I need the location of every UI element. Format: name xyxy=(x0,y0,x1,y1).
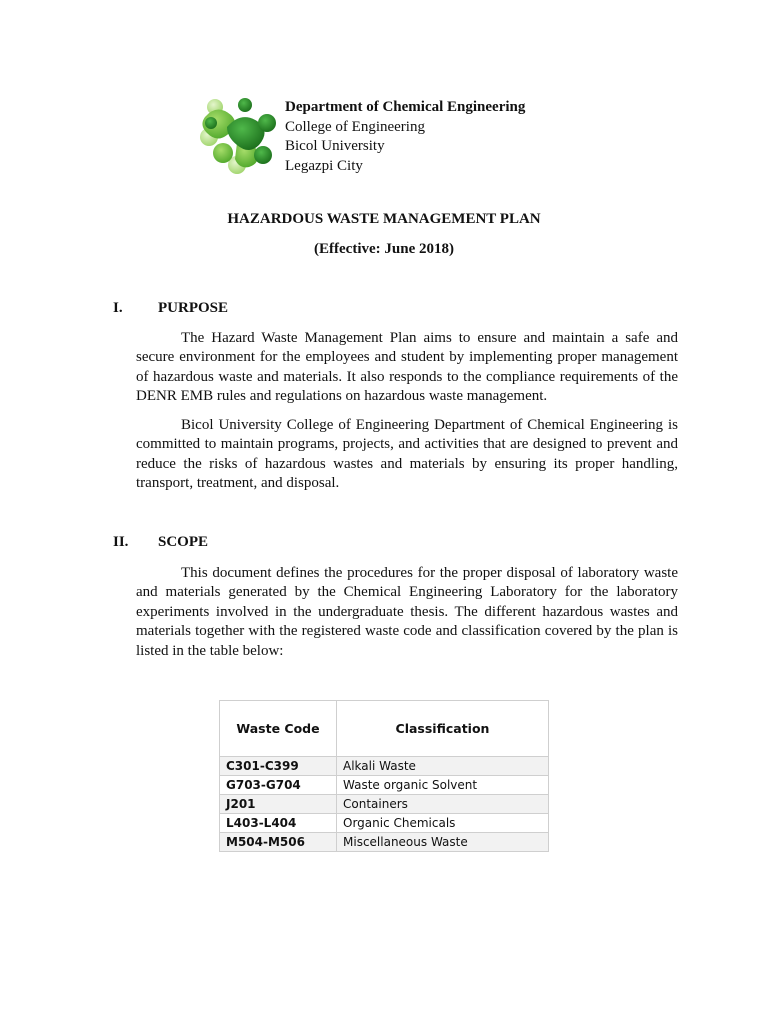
college-name: College of Engineering xyxy=(285,118,425,135)
scope-paragraph: This document defines the procedures for the proper disposal of laboratory waste and materials generated by the Chemical Engineering Laboratory for the laboratory experiments involved in the undergraduate thesis. The different hazardous wastes and materials together with the registered waste code and classification covered by the plan is listed in the table below: xyxy=(136,565,678,659)
classification-cell: Waste organic Solvent xyxy=(337,776,549,795)
table-row xyxy=(220,833,549,852)
table-row xyxy=(220,814,549,833)
city-name: Legazpi City xyxy=(285,157,363,174)
classification-cell: Organic Chemicals xyxy=(337,814,549,833)
classification-cell: Alkali Waste xyxy=(337,757,549,776)
section-title: SCOPE xyxy=(158,534,209,550)
molecule-logo-icon xyxy=(197,97,279,177)
purpose-paragraph: The Hazard Waste Management Plan aims to ensure and maintain a safe and secure environment for the employees and student by implementing proper management of hazardous waste and materials. It also responds to the compliance requirements of the DENR EMB rules and regulations on hazardous waste management. xyxy=(136,330,678,405)
department-name: Department of Chemical Engineering xyxy=(285,99,526,115)
purpose-paragraph: Bicol University College of Engineering Department of Chemical Engineering is committed to maintain programs, projects, and activities that are designed to prevent and reduce the risks of hazardous wastes and materials by ensuring its proper handling, transport, treatment, and disposal. xyxy=(136,417,678,492)
waste-code-cell: C301-C399 xyxy=(220,757,337,776)
classification-cell: Containers xyxy=(337,795,549,814)
section-title: PURPOSE xyxy=(158,300,229,316)
effective-date: (Effective: June 2018) xyxy=(314,241,454,257)
table-header-row xyxy=(220,701,549,757)
document-title: HAZARDOUS WASTE MANAGEMENT PLAN xyxy=(227,211,541,227)
waste-code-cell: M504-M506 xyxy=(220,833,337,852)
section-number: II. xyxy=(113,534,129,550)
waste-code-cell: G703-G704 xyxy=(220,776,337,795)
classification-cell: Miscellaneous Waste xyxy=(337,833,549,852)
table-row xyxy=(220,776,549,795)
waste-code-cell: L403-L404 xyxy=(220,814,337,833)
waste-code-cell: J201 xyxy=(220,795,337,814)
column-header-waste-code: Waste Code xyxy=(220,701,337,757)
section-number: I. xyxy=(113,300,123,316)
column-header-classification: Classification xyxy=(337,701,549,757)
section-heading-purpose xyxy=(113,300,228,317)
waste-code-table xyxy=(219,700,549,852)
table-row xyxy=(220,795,549,814)
university-name: Bicol University xyxy=(285,138,385,154)
table-row xyxy=(220,757,549,776)
section-heading-scope xyxy=(113,534,208,551)
letterhead xyxy=(285,98,525,176)
